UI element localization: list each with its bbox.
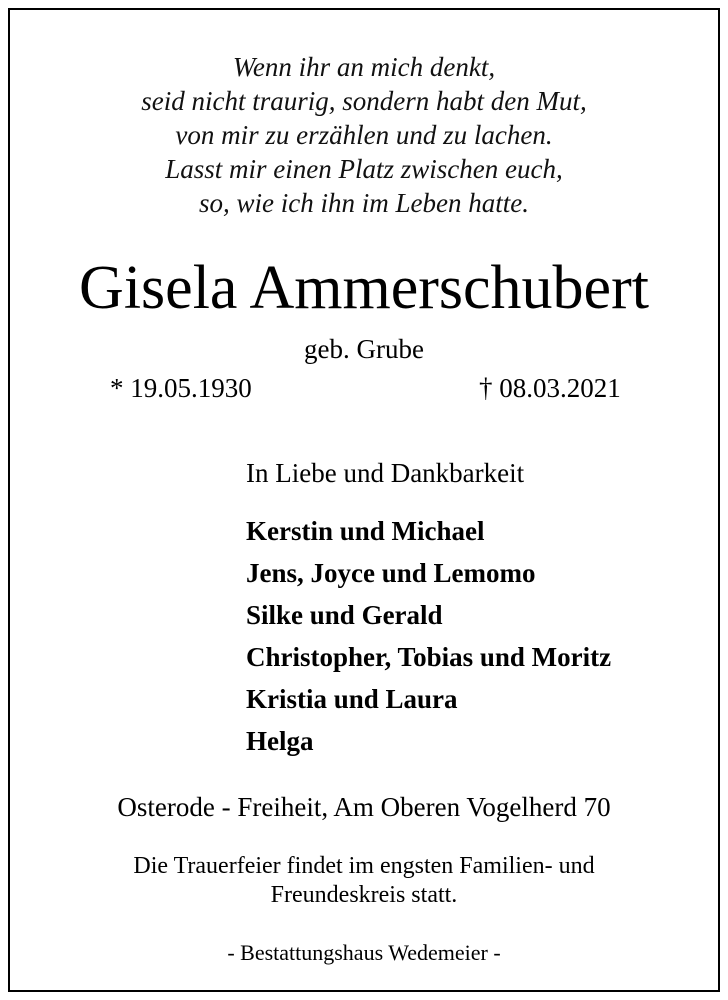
family-address: Osterode - Freiheit, Am Oberen Vogelherd 70 [117,792,611,822]
poem-line: seid nicht traurig, sondern habt den Mut, [141,86,587,116]
birth-date: * 19.05.1930 [110,373,252,403]
mourner-entry: Silke und Gerald [246,600,443,630]
funeral-home: - Bestattungshaus Wedemeier - [227,940,501,965]
mourner-entry: Christopher, Tobias und Moritz [246,642,612,672]
dedication-line: In Liebe und Dankbarkeit [246,458,525,488]
poem-line: Lasst mir einen Platz zwischen euch, [165,154,563,184]
mourners-list [246,510,611,762]
birth-name: geb. Grube [304,334,424,364]
death-date: † 08.03.2021 [479,373,621,403]
poem-line: so, wie ich ihn im Leben hatte. [199,188,529,218]
ceremony-line: Freundeskreis statt. [270,882,458,908]
ceremony-notice [10,852,718,910]
obituary-frame [8,8,720,992]
mourner-entry: Kerstin und Michael [246,516,485,546]
memorial-poem [10,50,718,220]
mourner-entry: Jens, Joyce und Lemomo [246,558,536,588]
poem-line: Wenn ihr an mich denkt, [232,52,496,82]
poem-line: von mir zu erzählen und zu lachen. [175,120,553,150]
mourner-entry: Helga [246,726,314,756]
deceased-name: Gisela Ammerschubert [79,254,649,322]
mourner-entry: Kristia und Laura [246,684,458,714]
ceremony-line: Die Trauerfeier findet im engsten Familien- und [133,853,595,879]
